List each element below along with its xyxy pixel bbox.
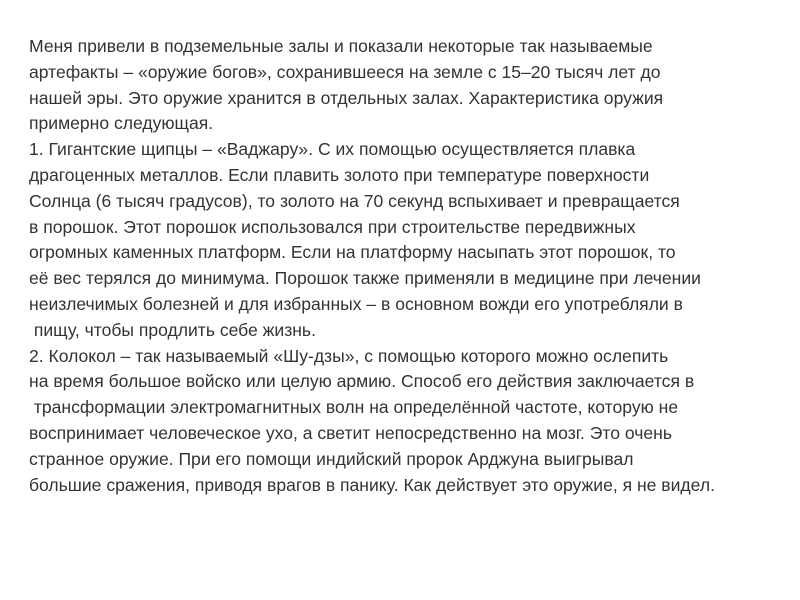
- text-line: её вес терялся до минимума. Порошок также применяли в медицине при лечении: [29, 268, 701, 289]
- text-line: воспринимает человеческое ухо, а светит непосредственно на мозг. Это очень: [29, 422, 672, 443]
- text-line: неизлечимых болезней и для избранных – в основном вожди его употребляли в: [29, 293, 683, 314]
- text-line: большие сражения, приводя врагов в панику. Как действует это оружие, я не видел.: [29, 474, 715, 495]
- text-line: пищу, чтобы продлить себе жизнь.: [29, 319, 316, 340]
- text-line: примерно следующая.: [29, 113, 214, 134]
- text-line: странное оружие. При его помощи индийский пророк Арджуна выигрывал: [29, 448, 634, 469]
- body-text: [29, 34, 800, 498]
- text-line: огромных каменных платформ. Если на платформу насыпать этот порошок, то: [29, 242, 676, 263]
- text-line: артефакты – «оружие богов», сохранившееся на земле с 15–20 тысяч лет до: [29, 61, 661, 82]
- text-line: трансформации электромагнитных волн на определённой частоте, которую не: [29, 397, 679, 418]
- text-line: нашей эры. Это оружие хранится в отдельных залах. Характеристика оружия: [29, 87, 664, 108]
- text-line: драгоценных металлов. Если плавить золото при температуре поверхности: [29, 164, 650, 185]
- text-line: Солнца (6 тысяч градусов), то золото на 70 секунд вспыхивает и превращается: [29, 190, 680, 211]
- text-line: 2. Колокол – так называемый «Шу-дзы», с помощью которого можно ослепить: [29, 345, 669, 366]
- text-line: в порошок. Этот порошок использовался при строительстве передвижных: [29, 216, 636, 237]
- text-line: Меня привели в подземельные залы и показали некоторые так называемые: [29, 36, 653, 56]
- text-line: 1. Гигантские щипцы – «Ваджару». С их помощью осуществляется плавка: [29, 139, 636, 160]
- text-line: на время большое войско или целую армию. Способ его действия заключается в: [29, 371, 695, 392]
